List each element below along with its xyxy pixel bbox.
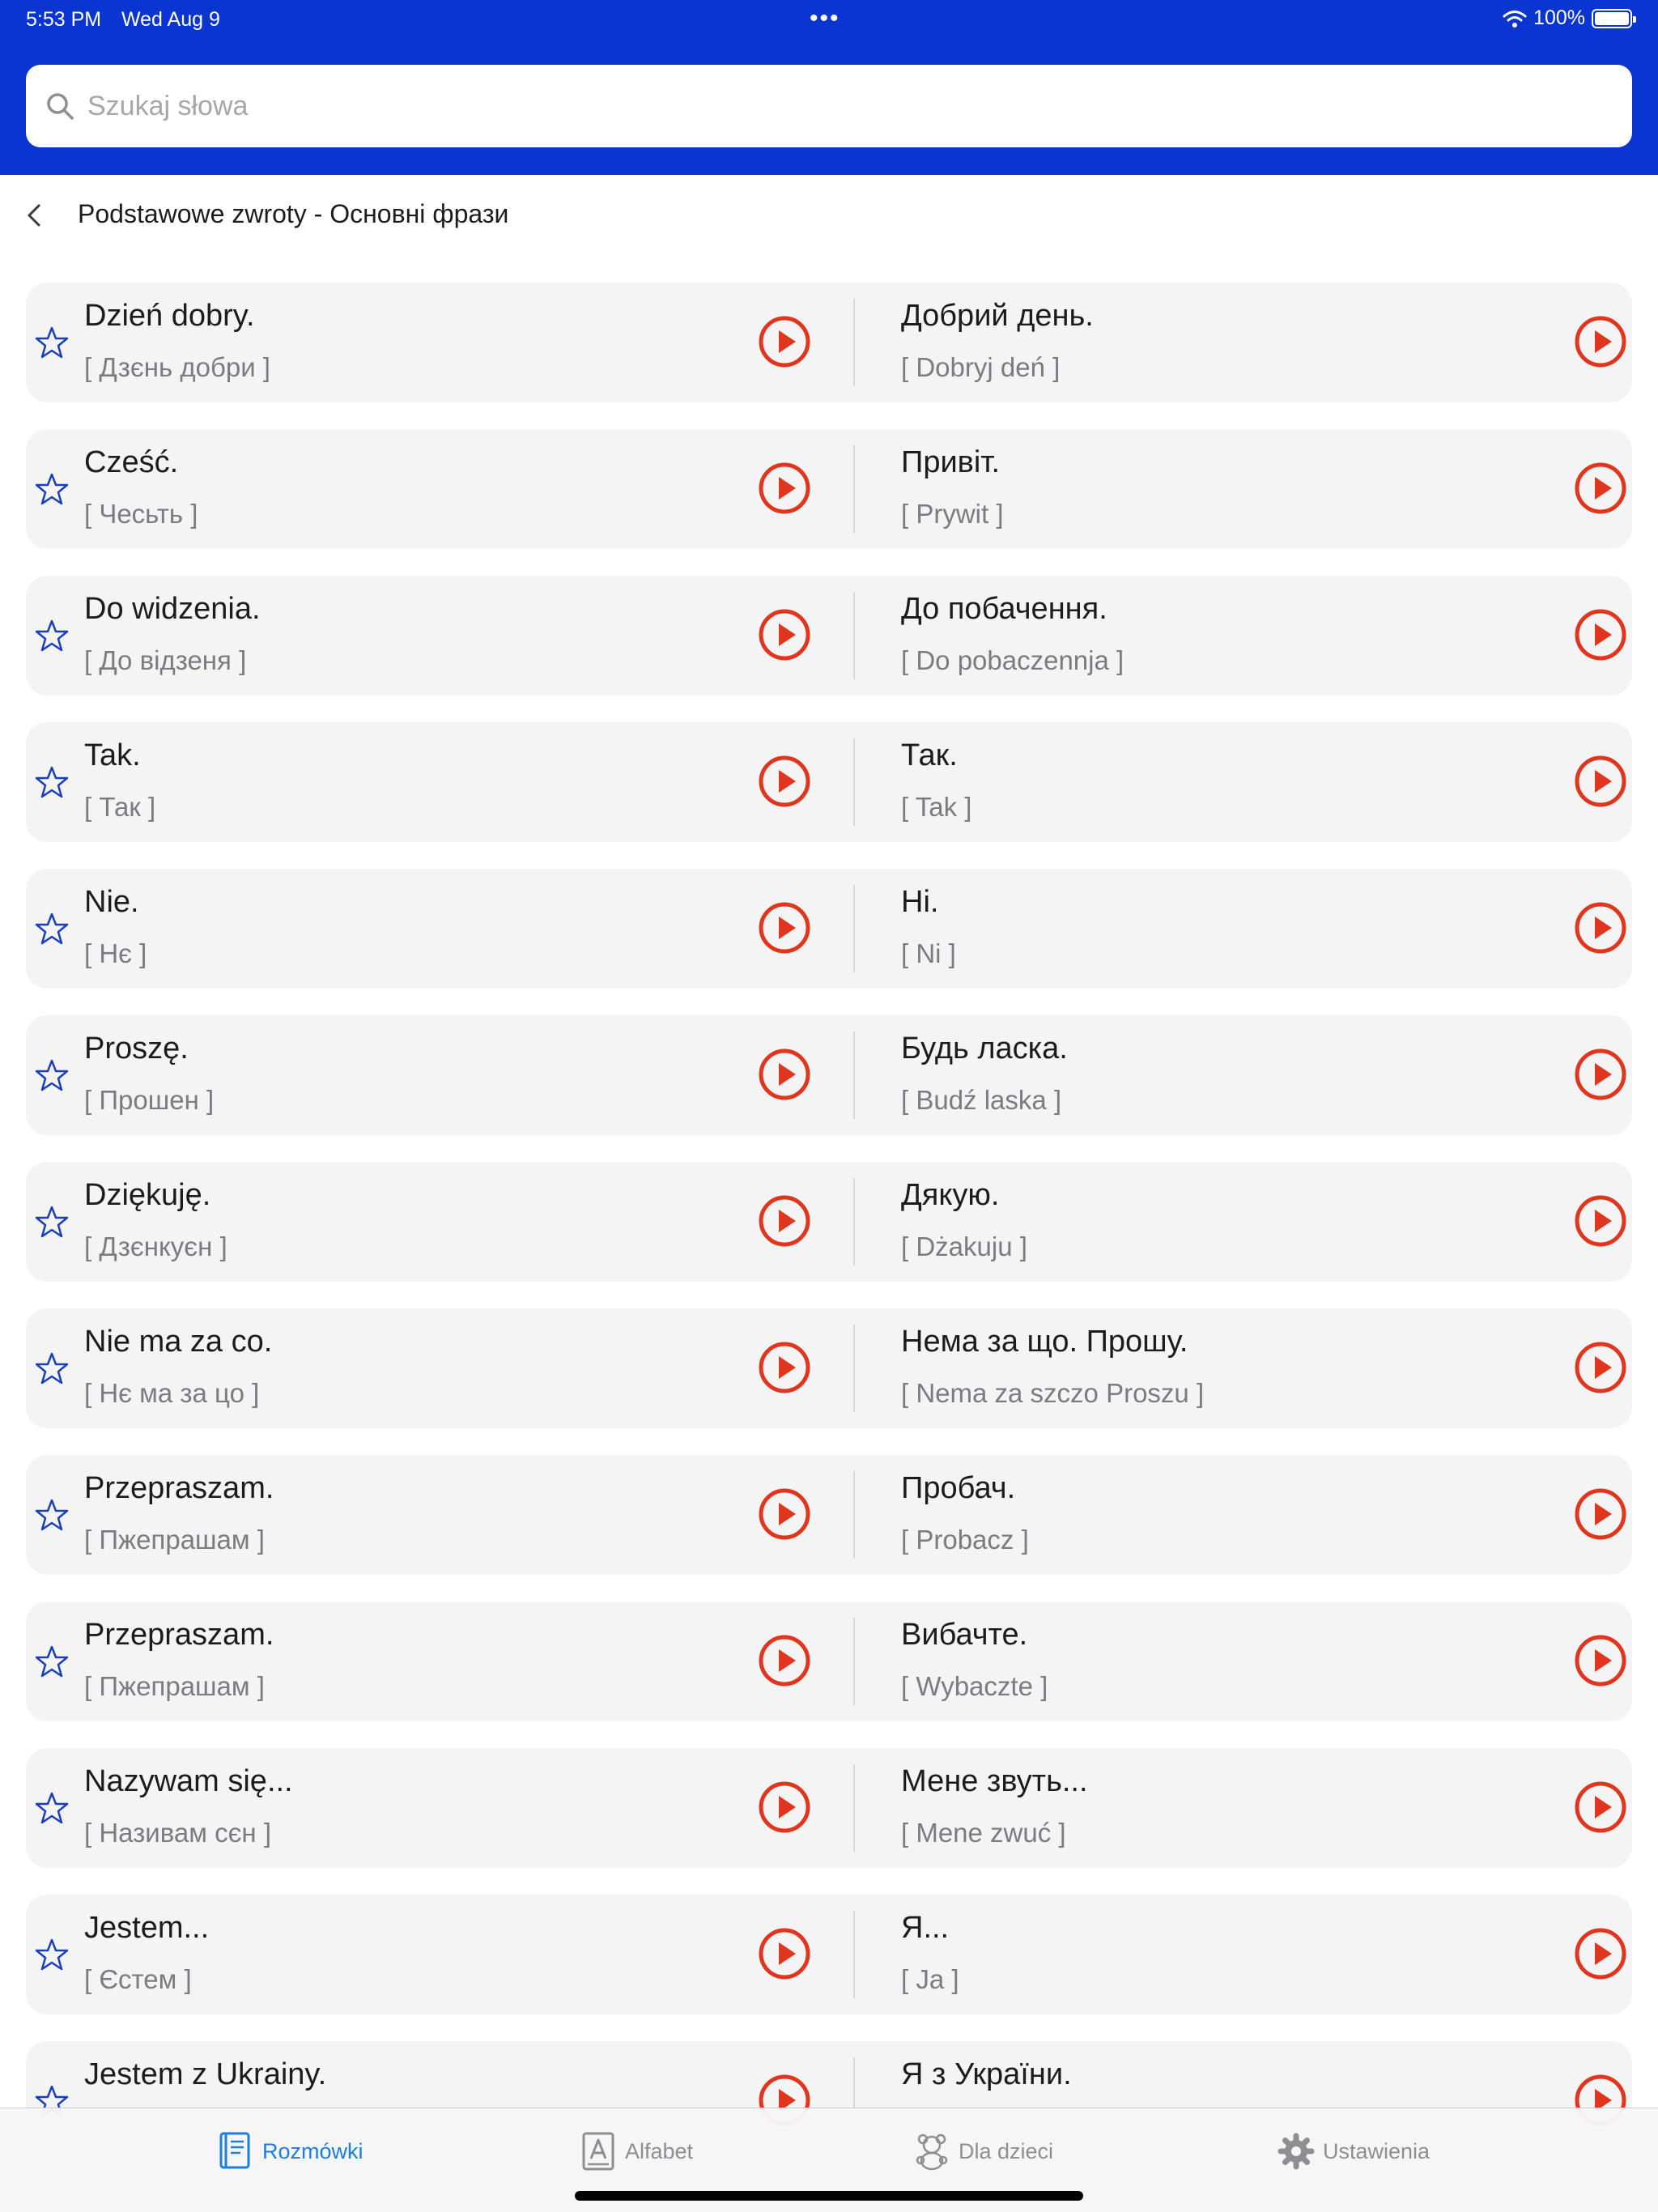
ukrainian-phrase: Добрий день.: [901, 299, 1094, 333]
polish-transcription: [ Нє ]: [84, 938, 147, 968]
polish-phrase: Jestem...: [84, 1911, 210, 1945]
ukrainian-phrase: Вибачте.: [901, 1618, 1028, 1652]
tab-label: Dla dzieci: [959, 2138, 1054, 2163]
search-icon: [44, 90, 76, 122]
ukrainian-phrase: Пробач.: [901, 1471, 1016, 1505]
tab-label: Rozmówki: [262, 2138, 363, 2163]
ukrainian-transcription: [ Wybaczte ]: [901, 1671, 1048, 1701]
play-polish-icon[interactable]: [758, 1341, 811, 1394]
star-icon[interactable]: [34, 471, 70, 507]
phrase-card: [26, 1602, 1632, 1721]
polish-transcription: [ Дзєнкуєн ]: [84, 1231, 227, 1261]
polish-phrase: Proszę.: [84, 1032, 189, 1066]
ukrainian-transcription: [ Nema za szczo Proszu ]: [901, 1378, 1205, 1408]
play-ukrainian-icon[interactable]: [1574, 1194, 1627, 1248]
tab-label: Ustawienia: [1323, 2138, 1431, 2163]
ukrainian-transcription: [ Budź laska ]: [901, 1085, 1062, 1115]
star-icon[interactable]: [34, 1057, 70, 1093]
polish-transcription: [ Єстем ]: [84, 1964, 192, 1994]
polish-phrase: Dziękuję.: [84, 1178, 211, 1212]
star-icon[interactable]: [34, 1644, 70, 1679]
polish-transcription: [ Прошен ]: [84, 1085, 215, 1115]
status-right: [1503, 6, 1632, 30]
divider: [853, 1471, 855, 1559]
ukrainian-phrase: Нема за що. Прошу.: [901, 1325, 1188, 1359]
play-ukrainian-icon[interactable]: [1574, 1780, 1627, 1834]
divider: [853, 299, 855, 386]
play-ukrainian-icon[interactable]: [1574, 1927, 1627, 1980]
ukrainian-phrase: До побачення.: [901, 592, 1107, 626]
play-ukrainian-icon[interactable]: [1574, 608, 1627, 661]
play-polish-icon[interactable]: [758, 1927, 811, 1980]
star-icon[interactable]: [34, 1937, 70, 1972]
ukrainian-transcription: [ Ja ]: [901, 1964, 959, 1994]
book-icon: [217, 2131, 254, 2172]
phrase-card: [26, 722, 1632, 842]
ukrainian-phrase: Так.: [901, 738, 958, 772]
divider: [853, 445, 855, 533]
status-bar: [0, 0, 1658, 39]
play-polish-icon[interactable]: [758, 1780, 811, 1834]
star-icon[interactable]: [34, 764, 70, 800]
page-title: Podstawowe zwroty - Основні фрази: [78, 199, 509, 228]
phrase-row: [0, 1748, 1658, 1868]
teddy-bear-icon: [913, 2131, 950, 2172]
divider: [853, 885, 855, 972]
polish-transcription: [ Нє ма за цо ]: [84, 1378, 260, 1408]
play-polish-icon[interactable]: [758, 315, 811, 368]
phrase-row: [0, 1015, 1658, 1135]
multitasking-dots[interactable]: •••: [810, 5, 840, 32]
phrase-card: [26, 576, 1632, 696]
gear-icon: [1278, 2131, 1315, 2172]
polish-transcription: [ До відзеня ]: [84, 645, 247, 675]
play-polish-icon[interactable]: [758, 608, 811, 661]
phrase-card: [26, 1895, 1632, 2014]
polish-phrase: Cześć.: [84, 445, 179, 479]
battery-percent: 100%: [1533, 6, 1585, 29]
polish-phrase: Przepraszam.: [84, 1618, 274, 1652]
status-time: 5:53 PM: [26, 8, 102, 31]
play-polish-icon[interactable]: [758, 1048, 811, 1101]
search-input[interactable]: [87, 91, 1609, 122]
phrase-row: [0, 283, 1658, 402]
divider: [853, 1325, 855, 1412]
ukrainian-transcription: [ Dżakuju ]: [901, 1231, 1027, 1261]
phrase-row: [0, 869, 1658, 989]
phrase-row: [0, 1602, 1658, 1721]
polish-phrase: Dzień dobry.: [84, 299, 255, 333]
play-ukrainian-icon[interactable]: [1574, 462, 1627, 515]
ukrainian-phrase: Дякую.: [901, 1178, 1000, 1212]
polish-transcription: [ Дзєнь добри ]: [84, 352, 270, 382]
polish-phrase: Nazywam się...: [84, 1764, 293, 1798]
navigation-bar: [0, 175, 1658, 256]
alphabet-icon: [580, 2131, 617, 2172]
phrase-card: [26, 429, 1632, 549]
polish-phrase: Nie ma za co.: [84, 1325, 273, 1359]
play-polish-icon[interactable]: [758, 1487, 811, 1541]
star-icon[interactable]: [34, 618, 70, 653]
star-icon[interactable]: [34, 1497, 70, 1533]
divider: [853, 1618, 855, 1705]
play-ukrainian-icon[interactable]: [1574, 1487, 1627, 1541]
star-icon[interactable]: [34, 911, 70, 946]
polish-transcription: [ Чесьть ]: [84, 499, 198, 529]
ukrainian-transcription: [ Tak ]: [901, 792, 972, 822]
phrase-card: [26, 1308, 1632, 1428]
divider: [853, 738, 855, 826]
divider: [853, 1764, 855, 1852]
phrase-card: [26, 283, 1632, 402]
star-icon[interactable]: [34, 325, 70, 360]
battery-icon: [1592, 9, 1632, 28]
play-ukrainian-icon[interactable]: [1574, 1341, 1627, 1394]
divider: [853, 592, 855, 679]
ukrainian-transcription: [ Dobryj deń ]: [901, 352, 1061, 382]
polish-transcription: [ Так ]: [84, 792, 156, 822]
play-ukrainian-icon[interactable]: [1574, 755, 1627, 808]
star-icon[interactable]: [34, 1204, 70, 1240]
chevron-left-icon[interactable]: [19, 199, 52, 232]
play-polish-icon[interactable]: [758, 1194, 811, 1248]
phrase-row: [0, 1455, 1658, 1575]
divider: [853, 1178, 855, 1266]
play-polish-icon[interactable]: [758, 901, 811, 955]
ukrainian-phrase: Мене звуть...: [901, 1764, 1088, 1798]
polish-phrase: Do widzenia.: [84, 592, 261, 626]
ukrainian-phrase: Привіт.: [901, 445, 1001, 479]
ukrainian-phrase: Ні.: [901, 885, 939, 919]
ukrainian-phrase: Я...: [901, 1911, 950, 1945]
play-polish-icon[interactable]: [758, 462, 811, 515]
star-icon[interactable]: [34, 1790, 70, 1826]
phrase-card: [26, 1015, 1632, 1135]
play-ukrainian-icon[interactable]: [1574, 1048, 1627, 1101]
status-date: Wed Aug 9: [121, 8, 220, 31]
divider: [853, 1911, 855, 1998]
wifi-icon: [1503, 9, 1527, 28]
search-bar[interactable]: [26, 65, 1632, 147]
polish-transcription: [ Називам сєн ]: [84, 1818, 271, 1848]
phrase-row: [0, 576, 1658, 696]
polish-phrase: Nie.: [84, 885, 139, 919]
phrase-card: [26, 1455, 1632, 1575]
phrase-row: [0, 722, 1658, 842]
play-polish-icon[interactable]: [758, 755, 811, 808]
phrase-row: [0, 429, 1658, 549]
play-polish-icon[interactable]: [758, 1634, 811, 1687]
ukrainian-phrase: Будь ласка.: [901, 1032, 1068, 1066]
phrase-row: [0, 1162, 1658, 1282]
polish-transcription: [ Пжепрашам ]: [84, 1525, 265, 1555]
tab-dla-dzieci[interactable]: [913, 2129, 1053, 2173]
header: [0, 0, 1658, 175]
star-icon[interactable]: [34, 1351, 70, 1386]
polish-phrase: Tak.: [84, 738, 141, 772]
tab-label: Alfabet: [625, 2138, 694, 2163]
ukrainian-transcription: [ Probacz ]: [901, 1525, 1029, 1555]
tab-alfabet[interactable]: [580, 2129, 693, 2173]
phrase-card: [26, 1162, 1632, 1282]
polish-phrase: Przepraszam.: [84, 1471, 274, 1505]
polish-transcription: [ Пжепрашам ]: [84, 1671, 265, 1701]
ukrainian-transcription: [ Prywit ]: [901, 499, 1004, 529]
ukrainian-transcription: [ Mene zwuć ]: [901, 1818, 1066, 1848]
play-ukrainian-icon[interactable]: [1574, 315, 1627, 368]
home-indicator[interactable]: [575, 2191, 1083, 2201]
play-ukrainian-icon[interactable]: [1574, 1634, 1627, 1687]
divider: [853, 1032, 855, 1119]
play-ukrainian-icon[interactable]: [1574, 901, 1627, 955]
ukrainian-phrase: Я з України.: [901, 2057, 1072, 2091]
tab-ustawienia[interactable]: [1278, 2129, 1430, 2173]
ukrainian-transcription: [ Ni ]: [901, 938, 956, 968]
phrase-row: [0, 1895, 1658, 2014]
polish-phrase: Jestem z Ukrainy.: [84, 2057, 327, 2091]
phrase-card: [26, 1748, 1632, 1868]
ukrainian-transcription: [ Do pobaczennja ]: [901, 645, 1124, 675]
phrase-row: [0, 1308, 1658, 1428]
phrase-card: [26, 869, 1632, 989]
tab-rozmowki[interactable]: [217, 2129, 363, 2173]
